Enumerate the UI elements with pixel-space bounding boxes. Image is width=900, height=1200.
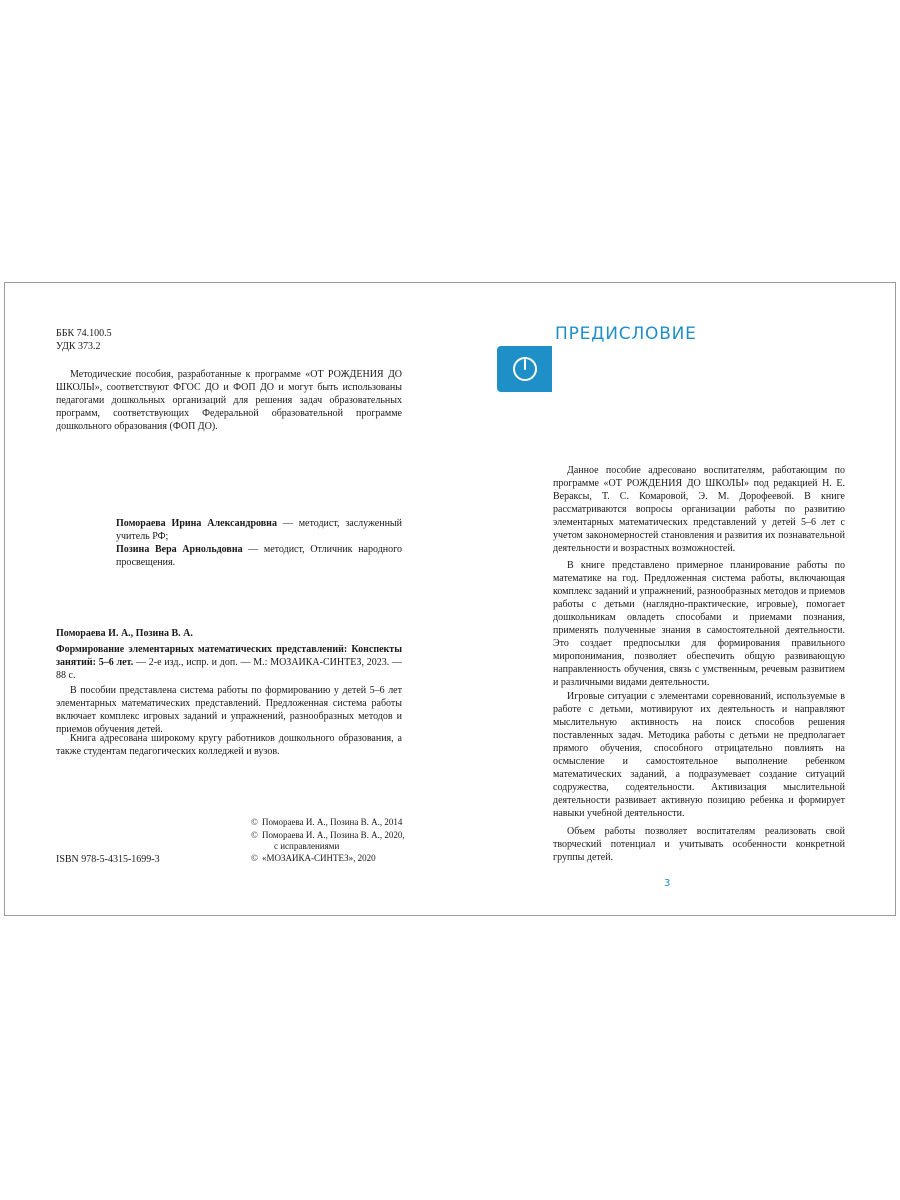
copyright-line-1: Помораева И. А., Позина В. А., 2014 (262, 817, 403, 827)
copyright-line-2: Помораева И. А., Позина В. А., 2020, (262, 830, 405, 840)
preface-paragraph-4: Объем работы позволяет воспитателям реализовать свой творческий потенциал и учитывать особенности конкретной группы детей. (553, 826, 845, 863)
intro-paragraph: Методические пособия, разработанные к программе «ОТ РОЖДЕНИЯ ДО ШКОЛЫ», соответствуют ФГОС ДО и ФОП ДО и могут быть использованы педагогами дошкольных организаций для решения задач образовательных программ, соответствующих Федеральной образовательной программе дошкольного образования (ФОП ДО). (56, 369, 402, 432)
copyright-symbol: © (251, 817, 258, 827)
udk-code: УДК 373.2 (56, 341, 101, 352)
copyright-symbol: © (251, 853, 258, 863)
author-2 (116, 543, 402, 569)
preface-paragraph-3: Игровые ситуации с элементами соревнований, используемые в работе с детьми, мотивируют их деятельность и направляют мыслительную активность на поиск способов решения поставленных задач. Методика работы с детьми не предполагает прямого обучения, способного отрицательно повлиять на осмысление и самостоятельное выполнение ребенком математических заданий, а подразумевает создание ситуаций содружества, содеятельности. Активизация мыслительной деятельности развивает активную позицию ребенка и формирует навыки учебной деятельности. (553, 691, 845, 819)
citation-authors: Помораева И. А., Позина В. А. (56, 628, 193, 639)
power-icon (497, 346, 552, 392)
citation-title: Формирование элементарных математических представлений: Конспекты занятий: 5–6 лет. (56, 644, 402, 668)
page-number: 3 (664, 878, 671, 889)
abstract-paragraph-2: Книга адресована широкому кругу работников дошкольного образования, а также студентам педагогических колледжей и вузов. (56, 733, 402, 757)
author-2-desc: — методист, Отличник народного просвещения. (116, 544, 402, 568)
author-1-desc: — методист, заслуженный учитель РФ; (116, 518, 403, 542)
bbk-code: ББК 74.100.5 (56, 328, 112, 339)
preface-paragraph-2: В книге представлено примерное планирование работы по математике на год. Предложенная система работы, включающая комплекс заданий и упражнений, разнообразных методов и приемов работы с детьми (наглядно-практические, игровые), помогает дошкольникам овладеть способами и приемами познания, применять полученные знания в самостоятельной деятельности. Это создает предпосылки для формирования правильного миропонимания, позволяет обеспечить общую развивающую направленность обучения, связь с умственным, речевым развитием и различными видами деятельности. (553, 560, 845, 688)
citation-body (56, 643, 402, 682)
copyright-symbol: © (251, 830, 258, 840)
abstract-paragraph-1: В пособии представлена система работы по формированию у детей 5–6 лет элементарных математических представлений. Предложенная система работы включает комплекс игровых заданий и упражнений, разнообразных методов и приемов обучения детей. (56, 685, 402, 735)
author-1-name: Помораева Ирина Александровна (116, 518, 277, 529)
copyright-line-2b: с исправлениями (274, 841, 340, 851)
preface-heading: ПРЕДИСЛОВИЕ (555, 324, 697, 344)
isbn: ISBN 978-5-4315-1699-3 (56, 854, 160, 865)
copyright-line-3: «МОЗАИКА-СИНТЕЗ», 2020 (262, 853, 376, 863)
author-1 (116, 517, 402, 543)
preface-paragraph-1: Данное пособие адресовано воспитателям, работающим по программе «ОТ РОЖДЕНИЯ ДО ШКОЛЫ» под редакцией Н. Е. Вераксы, Т. С. Комаровой, Э. М. Дорофеевой. В книге рассматриваются вопросы организации работы по развитию элементарных математических представлений у детей 5–6 лет с учетом закономерностей становления и развития их познавательной деятельности и возрастных возможностей. (553, 465, 845, 554)
author-2-name: Позина Вера Арнольдовна (116, 544, 243, 555)
citation-rest: — 2-е изд., испр. и доп. — М.: МОЗАИКА-СИНТЕЗ, 2023. — 88 с. (56, 657, 402, 681)
